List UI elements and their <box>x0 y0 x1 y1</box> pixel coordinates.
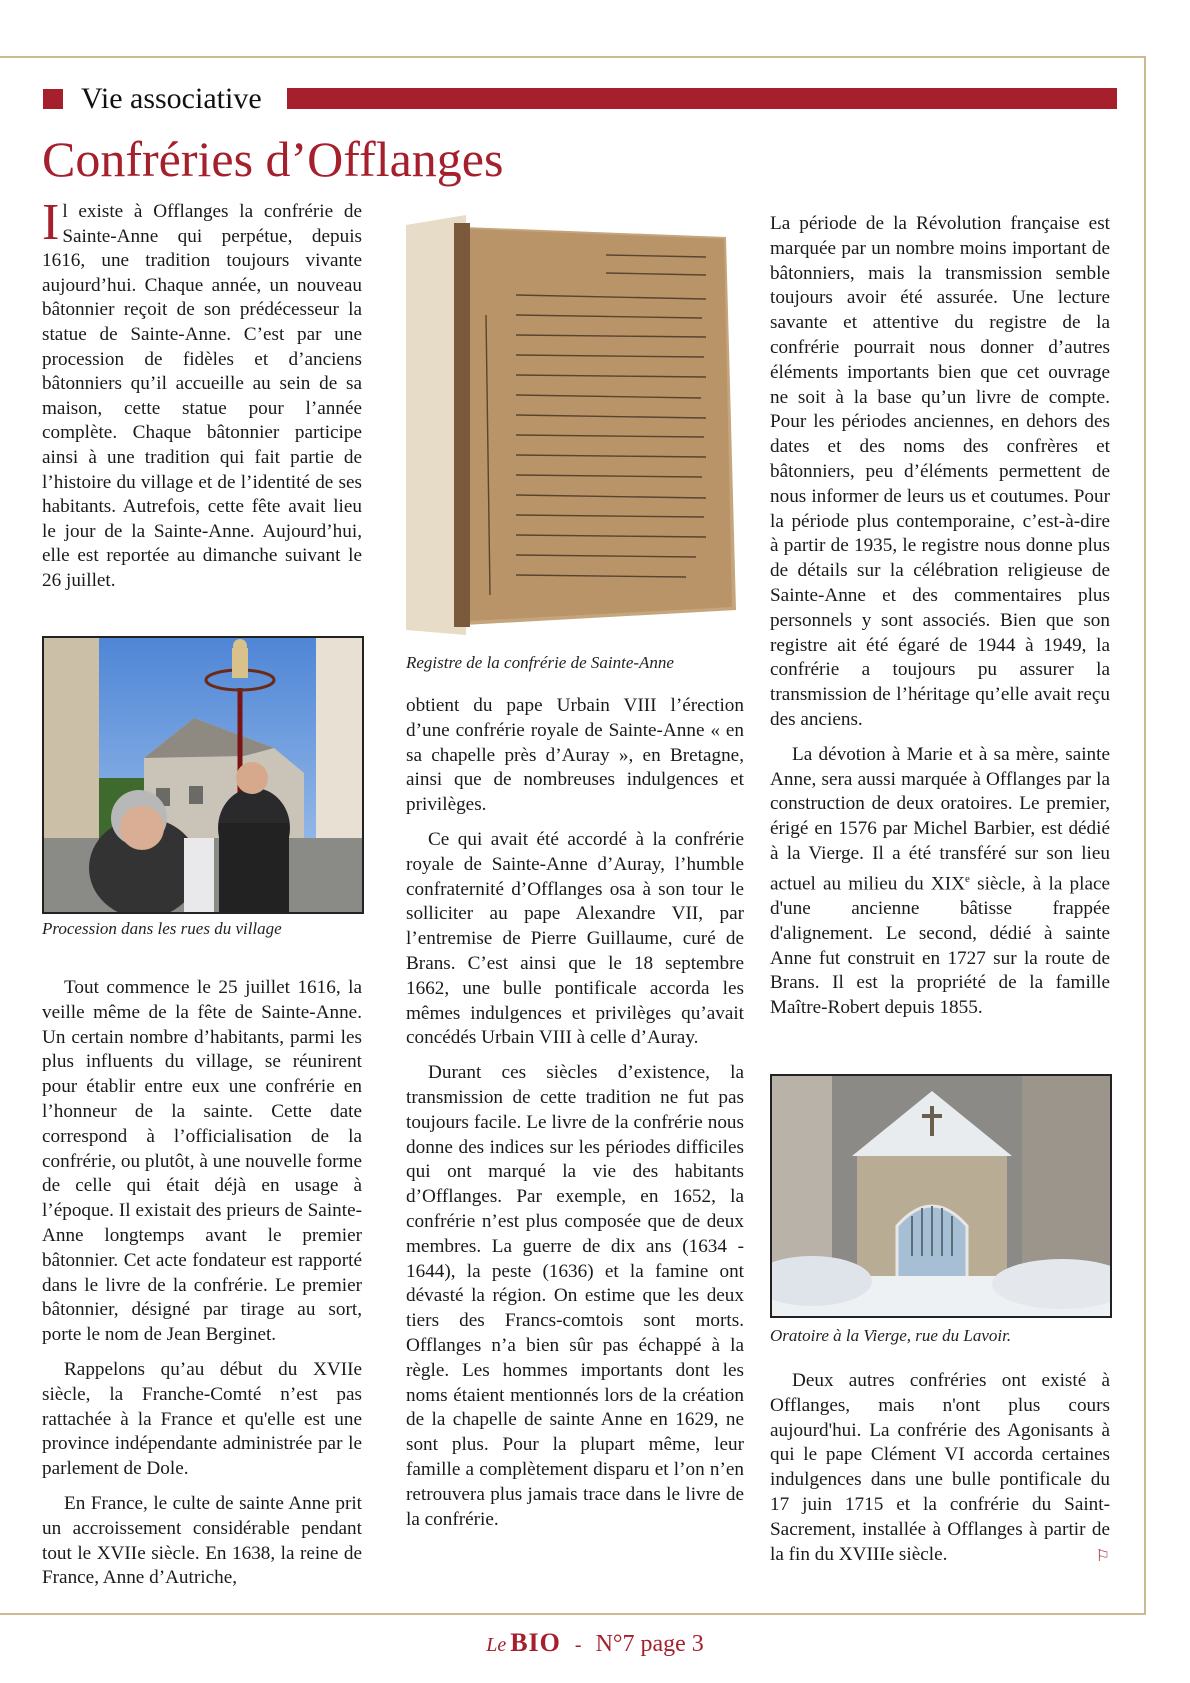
section-header <box>43 84 1117 114</box>
column-2 <box>406 694 744 1542</box>
procession-caption: Procession dans les rues du village <box>42 919 282 938</box>
paragraph-revolution: La période de la Révolution française est marquée par un nombre moins important de bâtonniers, mais la transmission semble toujours avoir été assurée. Une lecture savante et attentive du registre de la confrérie pourrait nous donner d’autres éléments importants bien que cet ouvrage ne soit à la base qu’un livre de compte. Pour les périodes anciennes, en dehors des dates et des noms des confrères et bâtonniers, peu d’éléments permettent de nous informer de leurs us et coutumes. Pour la période plus contemporaine, c’est-à-dire à partir de 1935, le registre nous donne plus de détails sur la célébration religieuse de Sainte-Anne et des commentaires plus personnels y sont associés. Bien que son registre ait été égaré de 1944 à 1949, la confrérie a toujours pu assurer la transmission de l’héritage qu’elle avait reçu des anciens. <box>770 213 1110 730</box>
column-3-bottom <box>770 1369 1110 1577</box>
end-flag-icon: ⚐ <box>1095 1547 1110 1565</box>
footer-bio-logo: BIO <box>510 1628 561 1657</box>
column-1-bottom <box>42 976 362 1601</box>
paragraph-difficultes: Durant ces siècles d’existence, la transmission de cette tradition ne fut pas toujours facile. Le livre de la confrérie nous donne des indices sur les périodes difficiles qui ont marqué la vie des habitants d’Offlanges. Par exemple, en 1652, la confrérie n’est plus composée que de deux membres. La guerre de dix ans (1634 - 1644), la peste (1636) et la famine ont dévasté la région. On estime que les deux tiers des Francs-comtois sont morts. Offlanges n’a bien sûr pas échappé à la règle. Les hommes importants dont les noms étaient mentionnés lors de la création de la chapelle de sainte Anne en 1629, ne sont plus. Pour la plupart même, leur famille a complètement disparu et l’on n’en retrouvera plus jamais trace dans le livre de la confrérie. <box>406 1062 744 1530</box>
register-photo <box>406 215 741 635</box>
section-label: Vie associative <box>81 82 262 115</box>
intro-paragraph: l existe à Offlanges la confrérie de Sainte-Anne qui perpétue, depuis 1616, une tradition toujours vivante aujourd’hui. Chaque année, un nouveau bâtonnier reçoit de son prédécesseur la statue de Sainte-Anne. C’est par une procession de fidèles et d’anciens bâtonniers qu’il accueille au sein de sa maison, cette statue pour l’année complète. Chaque bâtonnier participe ainsi à une tradition qui fait partie de l’histoire du village et de l’identité de ses habitants. Autrefois, cette fête avait lieu le jour de la Sainte-Anne. Aujourd’hui, elle est reportée au dimanche suivant le 26 juillet. <box>42 201 362 591</box>
paragraph-franche-comte: Rappelons qu’au début du XVIIe siècle, la Franche-Comté n’est pas rattachée à la France et qu'elle est une province indépendante administrée par le parlement de Dole. <box>42 1358 362 1480</box>
footer-separator: - <box>574 1634 582 1656</box>
oratoires-superscript: e <box>965 872 970 885</box>
oratoires-text-b: siècle, à la place d'une ancienne bâtisse frappée d'alignement. Le second, dédié à sainte Anne fut construit en 1727 sur la route de Brans. Il est la propriété de la famille Maître-Robert depuis 1855. <box>770 873 1110 1019</box>
column-1-top <box>42 194 362 604</box>
paragraph-autres-confreries: Deux autres confréries ont existé à Offlanges, mais n'ont plus cours aujourd'hui. La confrérie des Agonisants à qui le pape Clément VI accorda certaines indulgences dans une bulle pontificale du 17 juin 1715 et la confrérie du Saint-Sacrement, installée à Offlanges à partir de la fin du XVIIIe siècle. <box>770 1370 1110 1565</box>
column-3-top <box>770 212 1110 1031</box>
procession-photo <box>42 636 364 914</box>
paragraph-origins: Tout commence le 25 juillet 1616, la veille même de la fête de Sainte-Anne. Un certain nombre d’habitants, parmi les plus influents du village, se réunirent pour établir entre eux une confrérie en l’honneur de la sainte. Cette date correspond à l’officialisation de la confrérie, ou plutôt, à une nouvelle forme de celle qui était déjà en usage à l’époque. Il existait des prieurs de Sainte-Anne longtemps avant le premier bâtonnier. Cet acte fondateur est rapporté dans le livre de la confrérie. Le premier bâtonnier, désigné par tirage au sort, porte le nom de Jean Berginet. <box>42 977 362 1346</box>
paragraph-culte: En France, le culte de sainte Anne prit un accroissement considérable pendant tout le XVIIe siècle. En 1638, la reine de France, Anne d’Autriche, <box>42 1492 362 1589</box>
register-caption: Registre de la confrérie de Sainte-Anne <box>406 653 674 672</box>
oratoire-caption: Oratoire à la Vierge, rue du Lavoir. <box>770 1326 1012 1345</box>
paragraph-oratoires <box>770 743 1110 1021</box>
oratoire-image <box>772 1076 1110 1316</box>
footer-le: Le <box>486 1634 507 1656</box>
oratoire-photo <box>770 1074 1112 1318</box>
section-marker <box>43 89 63 109</box>
register-image <box>406 215 741 635</box>
paragraph-alexandre: Ce qui avait été accordé à la confrérie royale de Sainte-Anne d’Auray, l’humble confraternité d’Offlanges osa à son tour le solliciter au pape Alexandre VII, par l’entremise de Pierre Guillaume, curé de Brans. C’est ainsi que le 18 septembre 1662, une bulle pontificale accorda les mêmes indulgences et privilèges qu’avait concédés Urbain VIII à celle d’Auray. <box>406 828 744 1049</box>
procession-image <box>44 638 362 912</box>
footer-label <box>468 1628 722 1658</box>
footer-page-number: N°7 page 3 <box>595 1631 704 1657</box>
paragraph-urbain: obtient du pape Urbain VIII l’érection d’une confrérie royale de Sainte-Anne « en sa chapelle près d’Auray », en Bretagne, ainsi que de nombreuses indulgences et privilèges. <box>406 695 744 816</box>
article-title: Confréries d’Offlanges <box>42 131 504 187</box>
oratoires-text-a: La dévotion à Marie et à sa mère, sainte Anne, sera aussi marquée à Offlanges par la construction de deux oratoires. Le premier, érigé en 1576 par Michel Barbier, est dédié à la Vierge. Il a été transféré sur son lieu actuel au milieu du XIX <box>770 743 1110 895</box>
footer <box>0 1628 1190 1658</box>
drop-cap: I <box>42 194 60 251</box>
section-rule <box>287 88 1117 109</box>
